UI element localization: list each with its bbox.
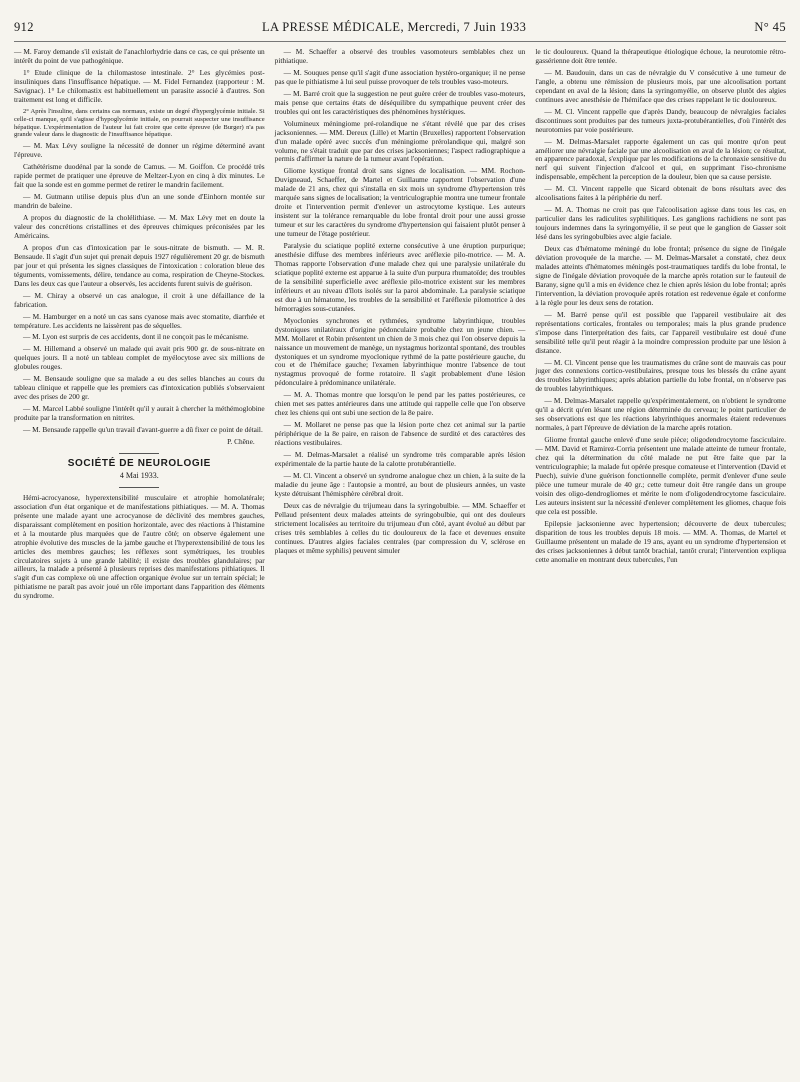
paragraph: — M. Barré pense qu'il est possible que l'appareil vestibulaire ait des représentations corticales, frontales ou temporales; mais la plus grande prudence s'impose dans l'interprétation des faits, car l'appareil vestibulaire est doué d'une sensibilité telle qu'il peut réagir à la moindre compression produite par une lésion à distance. (535, 309, 787, 355)
section-rule (119, 487, 159, 488)
paragraph: — M. Cl. Vincent rappelle que d'après Dandy, beaucoup de névralgies faciales discontinues sont produites par des tumeurs juxta-protubérantielles, d'où l'intérêt des neurotomies par voie postérieure. (535, 106, 787, 134)
paragraph: Paralysie du sciatique poplité externe consécutive à une éruption purpurique; anesthésie diffuse des membres inférieurs avec aréflexie pilo-motrice. — M. A. Thomas rapporte l'observation d'une malade chez qui une paralysie unilatérale du sciatique poplité externe est apparue à la suite d'un purpura rhumatoïde; des troubles de la sensibilité superficielle avec aréflexie pilo-motrice existent sur les membres inférieurs et au niveau d'îlots isolés sur la paroi abdominale. La paralysie sciatique est due à un hématome, les troubles de la sensibilité et l'aréflexie pilomotrice à des hémorragies sous-cutanées. (274, 241, 526, 313)
paragraph: Gliome kystique frontal droit sans signes de localisation. — MM. Rochon-Duvigneaud, Schaeffer, de Martel et Guillaume rapportent l'observation d'une malade de 21 ans, chez qui s'installa en six mois un syndrome d'hypertension très marquée sans signes de localisation; la ventriculographie montra une tumeur frontale droite et l'intervention permit d'enlever un astrocytome kystique. Les auteurs insistent sur la tolérance remarquable du lobe frontal droit pour une aussi grosse tumeur et sur les caractères du syndrome d'hypertension qui faisaient plutôt penser à une tumeur de l'étage postérieur. (274, 166, 526, 239)
paragraph: — M. Faroy demande s'il existait de l'anachlorhydrie dans ce cas, ce qui présente un intérêt du point de vue pathogénique. (14, 47, 265, 65)
column-1 (14, 48, 265, 601)
issue-number: N° 45 (754, 20, 786, 34)
paragraph: Cathétérisme duodénal par la sonde de Camus. — M. Goiffon. Ce procédé très rapide permet de pratiquer une épreuve de Meltzer-Lyon en cinq à dix minutes. Le fait que la sonde est en gomme permet de retirer le mandrin facilement. (14, 162, 265, 190)
paragraph: A propos du diagnostic de la cholélithiase. — M. Max Lévy met en doute la valeur des concrétions cristallines et des épreuves chimiques préconisées par les Américains. (14, 213, 265, 240)
page-number: 912 (14, 20, 34, 34)
paragraph: Volumineux méningiome pré-rolandique ne s'étant révélé que par des crises jacksoniennes. — MM. Dereux (Lille) et Martin (Bruxelles) rapportent l'observation d'un malade opéré avec succès d'un méningiome prérolandique qui, malgré son volume, ne s'était traduit que par des crises jacksoniennes; l'aspect radiographique a permis d'affirmer la nature de la tumeur avant l'opération. (274, 118, 526, 164)
column-2 (275, 48, 526, 601)
paragraph: — M. A. Thomas ne croit pas que l'alcoolisation agisse dans tous les cas, en particulier dans les radiculites syphilitiques. Les ganglions rachidiens ne sont pas toujours indemnes dans la syringomyélie, il se peut que le ganglion de Gasser soit lésé dans les syringobulbies avec algie faciale. (535, 205, 787, 242)
paragraph: A propos d'un cas d'intoxication par le sous-nitrate de bismuth. — M. R. Bensaude. Il s'agit d'un sujet qui prenait depuis 1927 régulièrement 20 gr. de bismuth par jour et qui présenta les signes classiques de l'intoxication : coloration bleue des téguments, vomissements, délire, tendance au coma, respiration de Cheyne-Stockes. Dans les deux cas que l'auteur a observés, les accidents furent suivis de guérison. (14, 242, 265, 288)
paragraph: — M. Max Lévy souligne la nécessité de donner un régime déterminé avant l'épreuve. (14, 141, 265, 160)
paragraph: 1° Etude clinique de la chilomastose intestinale. 2° Les glycémies post-insuliniques dans l'insuffisance hépatique. — M. Fidel Fernandez (rapporteur : M. Savignac). 1° Le chilomastix est habituellement un parasite associé à d'autres. Son traitement est long et difficile. (14, 67, 265, 104)
paragraph: Gliome frontal gauche enlevé d'une seule pièce; oligodendrocytome fasciculaire. — MM. David et Ramirez-Corria présentent une malade atteinte de tumeur frontale, chez qui la détermination du côté malade ne put être faite que par la ventriculographie; la malade fut opérée presque comateuse et l'intervention (David et Puech), suivie d'une guérison fonctionnelle complète, permit d'enlever d'une seule pièce une tumeur murale de 40 gr.; cette tumeur doit être rangée dans un groupe voisin des oligo-dendrogliomes et mérite le nom d'oligodendrocytome fasciculaire. Les auteurs insistent sur la nécessité d'enlever complètement les gliomes, chaque fois que cela est possible. (535, 435, 787, 516)
section-title: SOCIÉTÉ DE NEUROLOGIE (67, 457, 211, 469)
text-columns (14, 48, 786, 601)
paragraph: — M. Lyon est surpris de ces accidents, dont il ne conçoit pas le mécanisme. (23, 332, 249, 342)
running-head (14, 20, 786, 42)
paragraph: Deux cas de névralgie du trijumeau dans la syringobulbie. — MM. Schaeffer et Pellaud présentent deux malades atteints de syringobulbie, qui ont des douleurs strictement localisées au territoire du trijumeau d'un côté, ayant évolué au début par crises très semblables à celles du tic douloureux de la face et devenues ensuite continues. D'autres algies faciales centrales (par compression du V, sclérose en plaques et même syphilis) peuvent simuler (274, 500, 526, 555)
paragraph: — M. Chiray a observé un cas analogue, il croit à une défaillance de la fabrication. (14, 290, 265, 309)
paragraph: — M. Schaeffer a observé des troubles vasomoteurs semblables chez un pithiatique. (274, 47, 526, 65)
paragraph: 2° Après l'insuline, dans certains cas normaux, existe un degré d'hyperglycémie initiale. Si celle-ci manque, qu'il s'agisse d'hypoglycémie initiale, on pourrait suspecter une insuffisance hépatique. L'expérimentation de l'auteur lui fait croire que cette épreuve (de Burger) n'a pas grande valeur dans le diagnostic de l'insuffisance hépatique. (14, 107, 265, 139)
paragraph: Myoclonies synchrones et rythmées, syndrome labyrinthique, troubles dystoniques unilatéraux d'origine pédonculaire probable chez un jeune chien. — MM. Mollaret et Robin présentent un chien de 3 mois chez qui l'on observe depuis la naissance un mouvement de manège, un nystagmus horizontal spontané, des troubles dystoniques et un syndrome myoclonique rythmé de la patte postérieure gauche, du cou et de l'hémiface gauche; l'examen labyrinthique montre l'absence de tout nystagmus provoqué de forme rotatoire. Il s'agit probablement d'une lésion pédonculaire à prédominance unilatérale. (274, 315, 526, 388)
paragraph: — M. Cl. Vincent pense que les traumatismes du crâne sont de mauvais cas pour juger des connexions cortico-vestibulaires, presque tous les blessés du crâne ayant des troubles labyrinthiques; après ablation partielle du lobe frontal, on n'observe pas de troubles labyrinthiques. (535, 357, 787, 394)
paragraph: P. Chêne. (227, 436, 255, 446)
paragraph: — M. Delmas-Marsalet a réalisé un syndrome très comparable après lésion expérimentale de la partie haute de la calotte protubérantielle. (274, 450, 526, 468)
paragraph: — M. Souques pense qu'il s'agit d'une association hystéro-organique; il ne pense pas que le pithiatisme à lui seul puisse provoquer de tels troubles vaso-moteurs. (274, 67, 526, 86)
section-rule (119, 453, 159, 454)
paragraph: — M. Baudouin, dans un cas de névralgie du V consécutive à une tumeur de l'angle, a obtenu une rémission de plusieurs mois, par une alcoolisation portant cependant en aval de la lésion; dans la syringomyélie, on observe plutôt des algies continues avec anesthésie de l'hémiface que des crises rappelant le tic douloureux. (535, 67, 787, 104)
column-3 (535, 48, 786, 601)
paragraph: — M. Hillemand a observé un malade qui avait pris 900 gr. de sous-nitrate en quelques jours. Il a noté un tableau complet de myélocytose avec six millions de globules rouges. (14, 344, 265, 372)
paragraph: — M. Cl. Vincent a observé un syndrome analogue chez un chien, à la suite de la maladie du jeune âge : l'autopsie a montré, au bout de plusieurs années, un vaste kyste détruisant l'hémisphère cérébral droit. (274, 470, 526, 498)
paragraph: Deux cas d'hématome méningé du lobe frontal; présence du signe de l'inégale déviation provoquée de la marche. — M. Delmas-Marsalet a constaté, chez deux malades atteints d'hématomes méningés post-traumatiques tardifs du lobe frontal, le signe de l'inégale déviation provoquée de la marche après rotation sur le fauteuil de Barany, signe qu'il a mis en évidence chez le chien après lésion du lobe frontal; après l'intervention, la déviation provoquée après rotation est redevenue égale et conforme à la règle pour les deux sens de rotation. (535, 244, 787, 307)
paragraph: Epilepsie jacksonienne avec hypertension; découverte de deux tubercules; disparition de tous les troubles depuis 18 mois. — MM. A. Thomas, de Martel et Guillaume présentent un malade de 19 ans, ayant eu un syndrome d'hypertension et des crises jacksoniennes à début tantôt brachial, tantôt crural; l'intervention expliqua cette anomalie en montrant deux tubercules, l'un (535, 518, 787, 564)
paragraph: — M. Gutmann utilise depuis plus d'un an une sonde d'Einhorn montée sur mandrin de baleine. (14, 192, 265, 211)
paragraph: — M. Cl. Vincent rappelle que Sicard obtenait de bons résultats avec des alcoolisations faites à la périphérie du nerf. (535, 184, 787, 203)
paragraph: — M. Hamburger en a noté un cas sans cyanose mais avec stomatite, diarrhée et température. Les accidents ne laissèrent pas de séquelles. (14, 311, 265, 330)
paragraph: — M. Bensaude rappelle qu'un travail d'avant-guerre a dû fixer ce point de détail. (23, 425, 263, 435)
journal-title: LA PRESSE MÉDICALE, Mercredi, 7 Juin 1933 (261, 20, 527, 34)
paragraph: le tic douloureux. Quand la thérapeutique étiologique échoue, la neurotomie rétro-gassérienne doit être tentée. (535, 47, 787, 65)
paragraph: — M. Barré croit que la suggestion ne peut guère créer de troubles vaso-moteurs, mais pense que certains états de déséquilibre du sympathique peuvent créer des troubles qui ont les caractéristiques des phénomènes hystériques. (274, 88, 526, 116)
paragraph: — M. A. Thomas montre que lorsqu'on le pend par les pattes postérieures, ce chien met ses pattes antérieures dans une attitude qui rappelle celle que l'on observe chez les chiens qui ont subi une section de la 8e paire. (274, 390, 526, 418)
paragraph: — M. Delmas-Marsalet rappelle qu'expérimentalement, on n'obtient le syndrome qu'il a décrit qu'en lésant une région déterminée du cerveau; le point particulier de ses observations est que les réactions labyrinthiques anormales étaient redevenues normales, à part l'épreuve de déviation de la marche après rotation. (535, 396, 787, 433)
paragraph: — M. Delmas-Marsalet rapporte également un cas qui montre qu'on peut améliorer une névralgie faciale par une alcoolisation en aval de la lésion; ce résultat, en apparence paradoxal, s'explique par les modifications de la chronaxie sensitive du nerf qui suivent l'injection d'alcool et qui, en supprimant l'iso-chronisme indispensable, empêchent la perception de la douleur, bien que sa cause persiste. (535, 136, 787, 182)
paragraph: — M. Bensaude souligne que sa malade a eu des selles blanches au cours du tableau clinique et rappelle que les premiers cas d'intoxication publiés s'observaient avec des prises de 200 gr. (14, 374, 265, 402)
paragraph: — M. Mollaret ne pense pas que la lésion porte chez cet animal sur la partie périphérique de la 8e paire, en raison de l'absence de surdité et des caractères des réactions vestibulaires. (274, 420, 526, 448)
paragraph: — M. Marcel Labbé souligne l'intérêt qu'il y aurait à chercher la méthémoglobine produite par la transformation en nitrites. (14, 404, 265, 423)
section-date: 4 Mai 1933. (119, 470, 159, 480)
paragraph: Hémi-acrocyanose, hyperextensibilité musculaire et atrophie homolatérale; association d'un état organique et de manifestations pithiatiques. — M. A. Thomas présente une malade ayant une acrocyanose de déclivité des membres gauches, disparaissant complètement en position horizontale, avec des réactions à l'histamine et à la moutarde plus marquées que de l'autre côté; on observe également une atrophie évolutive des muscles de la jambe gauche et l'hyperextensibilité de tous les articles des membres gauches; les réflexes sont symétriques, les troubles circulatoires sujets à une grande labilité; il existe des troubles glandulaires; par ailleurs, la malade a présenté à plusieurs reprises des manifestations pithiatiques. Il s'agit d'un cas complexe où une affection organique évolue sur un terrain spécial; le pithiatisme ne paraît pas avoir joué un rôle important dans l'apparition des éléments du syndrome. (14, 492, 265, 601)
